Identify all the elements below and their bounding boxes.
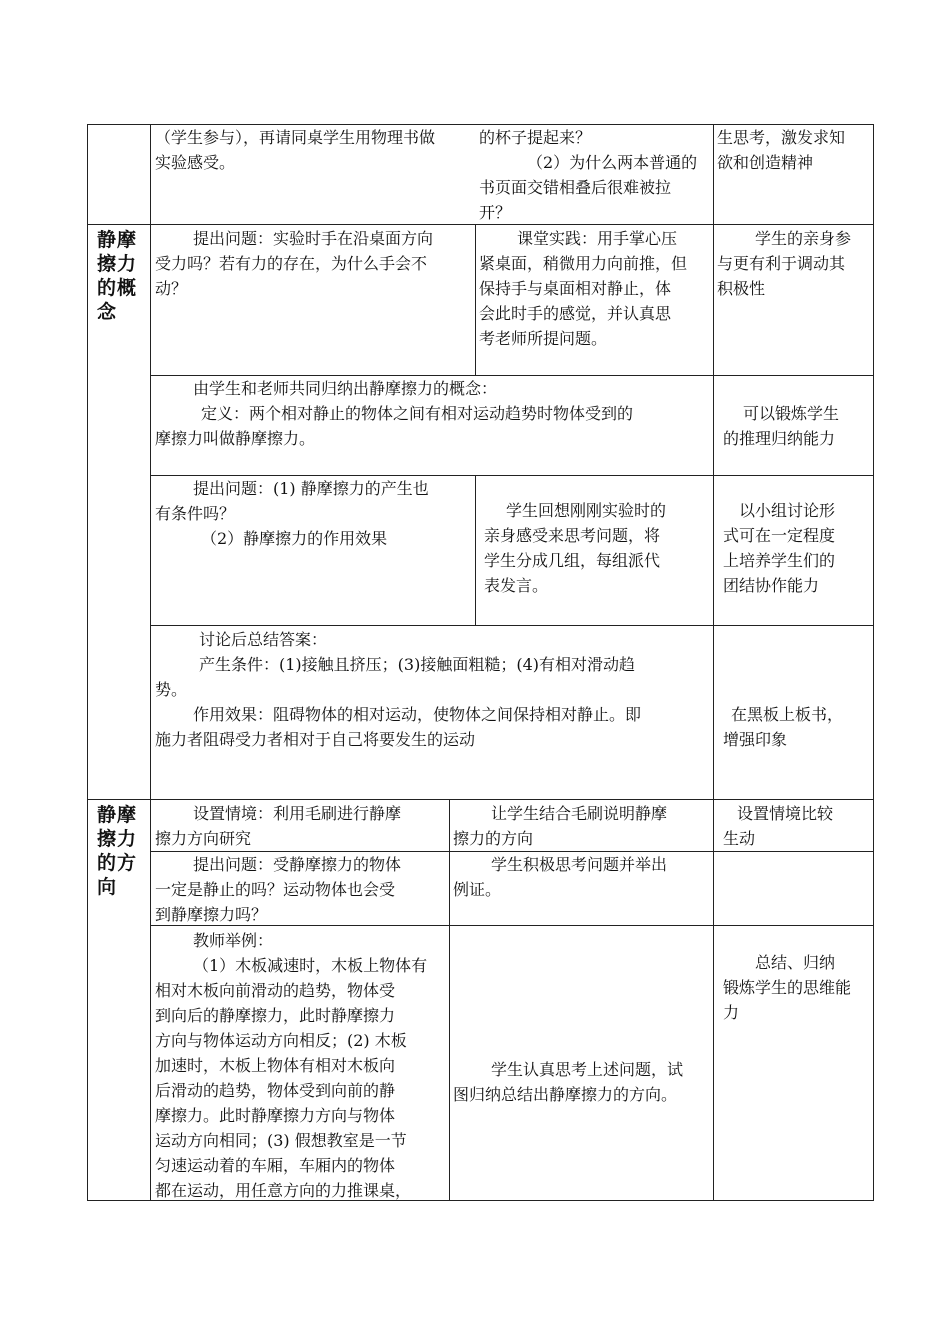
cell-text-line: 考老师所提问题。 [479, 329, 608, 348]
column-divider [713, 124, 714, 1201]
cell-text-line: 书页面交错相叠后很难被拉 [479, 178, 672, 197]
cell-text-line: 让学生结合毛刷说明静摩 [491, 804, 668, 823]
cell-text-line: 擦力的方向 [453, 829, 534, 848]
teacher-activity-cell [155, 852, 401, 927]
design-intent-cell [717, 226, 851, 301]
cell-text-line: 作用效果：阻碍物体的相对运动，使物体之间保持相对静止。即 [193, 705, 642, 724]
cell-text-line: 开？ [479, 203, 512, 222]
cell-text-line: 施力者阻碍受力者相对于自己将要发生的运动 [155, 730, 476, 749]
row-divider [87, 799, 874, 800]
section-title-line: 的方 [97, 852, 138, 874]
section-title-line: 静摩 [97, 229, 138, 251]
student-activity-cell [453, 801, 667, 851]
cell-text-line: 实验感受。 [155, 153, 236, 172]
cell-text-line: 教师举例： [193, 931, 274, 950]
section-title-concept [97, 228, 137, 324]
cell-text-line: 力 [723, 1003, 740, 1022]
cell-text-line: 相对木板向前滑动的趋势，物体受 [155, 981, 396, 1000]
column-divider [475, 475, 476, 625]
design-intent-cell [717, 125, 845, 175]
cell-text-line: 会此时手的感觉，并认真思 [479, 304, 672, 323]
cell-text-line: 课堂实践：用手掌心压 [517, 229, 678, 248]
design-intent-cell [723, 801, 833, 851]
cell-text-line: 欲和创造精神 [717, 153, 814, 172]
section-title-line: 的概 [97, 277, 138, 299]
cell-text-line: 锻炼学生的思维能 [723, 978, 852, 997]
cell-text-line: 式可在一定程度 [723, 526, 836, 545]
cell-text-line: 增强印象 [723, 730, 788, 749]
section-title-direction [97, 803, 137, 899]
cell-text-line: 由学生和老师共同归纳出静摩擦力的概念： [193, 379, 498, 398]
cell-text-line: 加速时，木板上物体有相对木板向 [155, 1056, 396, 1075]
teacher-activity-cell [155, 376, 633, 451]
cell-text-line: 到静摩擦力吗？ [155, 905, 268, 924]
cell-text-line: 表发言。 [484, 576, 549, 595]
cell-text-line: 紧桌面，稍微用力向前推，但 [479, 254, 688, 273]
cell-text-line: 有条件吗？ [155, 504, 236, 523]
row-divider [150, 625, 874, 626]
teacher-activity-cell [155, 928, 427, 1203]
cell-text-line: 亲身感受来思考问题，将 [484, 526, 661, 545]
cell-text-line: 生思考，激发求知 [717, 128, 846, 147]
cell-text-line: 的杯子提起来？ [479, 128, 592, 147]
teacher-activity-cell [155, 226, 433, 301]
cell-text-line: 可以锻炼学生 [743, 404, 840, 423]
teacher-activity-cell [155, 125, 435, 175]
cell-text-line: 团结协作能力 [723, 576, 820, 595]
cell-text-line: 都在运动，用任意方向的力推课桌， [155, 1181, 412, 1200]
cell-text-line: 定义：两个相对静止的物体之间有相对运动趋势时物体受到的 [201, 404, 634, 423]
cell-text-line: 的推理归纳能力 [723, 429, 836, 448]
cell-text-line: 总结、归纳 [755, 953, 836, 972]
cell-text-line: 提出问题：实验时手在沿桌面方向 [193, 229, 434, 248]
cell-text-line: 学生回想刚刚实验时的 [506, 501, 667, 520]
cell-text-line: 学生的亲身参 [755, 229, 852, 248]
teacher-activity-cell [155, 476, 429, 551]
cell-text-line: 摩擦力叫做静摩擦力。 [155, 429, 316, 448]
design-intent-cell [723, 950, 851, 1025]
cell-text-line: 受力吗？若有力的存在，为什么手会不 [155, 254, 428, 273]
cell-text-line: 图归纳总结出静摩擦力的方向。 [453, 1085, 678, 1104]
cell-text-line: 学生认真思考上述问题，试 [491, 1060, 684, 1079]
cell-text-line: 方向与物体运动方向相反；(2) 木板 [155, 1031, 407, 1050]
cell-text-line: 摩擦力。此时静摩擦力方向与物体 [155, 1106, 396, 1125]
cell-text-line: 运动方向相同；(3) 假想教室是一节 [155, 1131, 407, 1150]
section-title-line: 向 [97, 876, 118, 898]
student-activity-cell [453, 852, 667, 902]
cell-text-line: 学生分成几组，每组派代 [484, 551, 661, 570]
cell-text-line: （学生参与），再请同桌学生用物理书做 [155, 128, 436, 147]
cell-text-line: 到向后的静摩擦力，此时静摩擦力 [155, 1006, 396, 1025]
cell-text-line: 与更有利于调动其 [717, 254, 846, 273]
cell-text-line: 提出问题：(1) 静摩擦力的产生也 [193, 479, 429, 498]
section-title-line: 念 [97, 301, 118, 323]
cell-text-line: 学生积极思考问题并举出 [491, 855, 668, 874]
cell-text-line: 提出问题：受静摩擦力的物体 [193, 855, 402, 874]
cell-text-line: 擦力方向研究 [155, 829, 252, 848]
cell-text-line: （1）木板减速时，木板上物体有 [193, 956, 428, 975]
teacher-activity-cell [155, 627, 641, 752]
student-activity-cell [484, 498, 666, 598]
cell-text-line: 生动 [723, 829, 756, 848]
cell-text-line: 积极性 [717, 279, 766, 298]
cell-text-line: 上培养学生们的 [723, 551, 836, 570]
teacher-activity-cell [155, 801, 401, 851]
cell-text-line: 讨论后总结答案： [199, 630, 328, 649]
column-divider [475, 224, 476, 375]
column-divider [150, 124, 151, 1201]
cell-text-line: （2）静摩擦力的作用效果 [201, 529, 388, 548]
cell-text-line: 在黑板上板书， [731, 705, 844, 724]
student-activity-cell [453, 1057, 683, 1107]
cell-text-line: 匀速运动着的车厢，车厢内的物体 [155, 1156, 396, 1175]
section-title-line: 擦力 [97, 253, 138, 275]
table-border-left [87, 124, 88, 1201]
section-title-line: 擦力 [97, 828, 138, 850]
cell-text-line: 设置情境比较 [737, 804, 834, 823]
cell-text-line: 保持手与桌面相对静止，体 [479, 279, 672, 298]
cell-text-line: 动？ [155, 279, 188, 298]
cell-text-line: 产生条件：(1)接触且挤压；(3)接触面粗糙；(4)有相对滑动趋 [199, 655, 635, 674]
cell-text-line: 设置情境：利用毛刷进行静摩 [193, 804, 402, 823]
cell-text-line: （2）为什么两本普通的 [527, 153, 698, 172]
table-border-right [873, 124, 874, 1201]
cell-text-line: 例证。 [453, 880, 502, 899]
cell-text-line: 势。 [155, 680, 188, 699]
cell-text-line: 一定是静止的吗？运动物体也会受 [155, 880, 396, 899]
student-activity-cell [479, 226, 687, 351]
cell-text-line: 后滑动的趋势，物体受到向前的静 [155, 1081, 396, 1100]
design-intent-cell [723, 702, 843, 752]
design-intent-cell [723, 498, 835, 598]
column-divider [449, 799, 450, 1201]
student-activity-cell [479, 125, 697, 225]
cell-text-line: 以小组讨论形 [739, 501, 836, 520]
section-title-line: 静摩 [97, 804, 138, 826]
design-intent-cell [723, 401, 839, 451]
